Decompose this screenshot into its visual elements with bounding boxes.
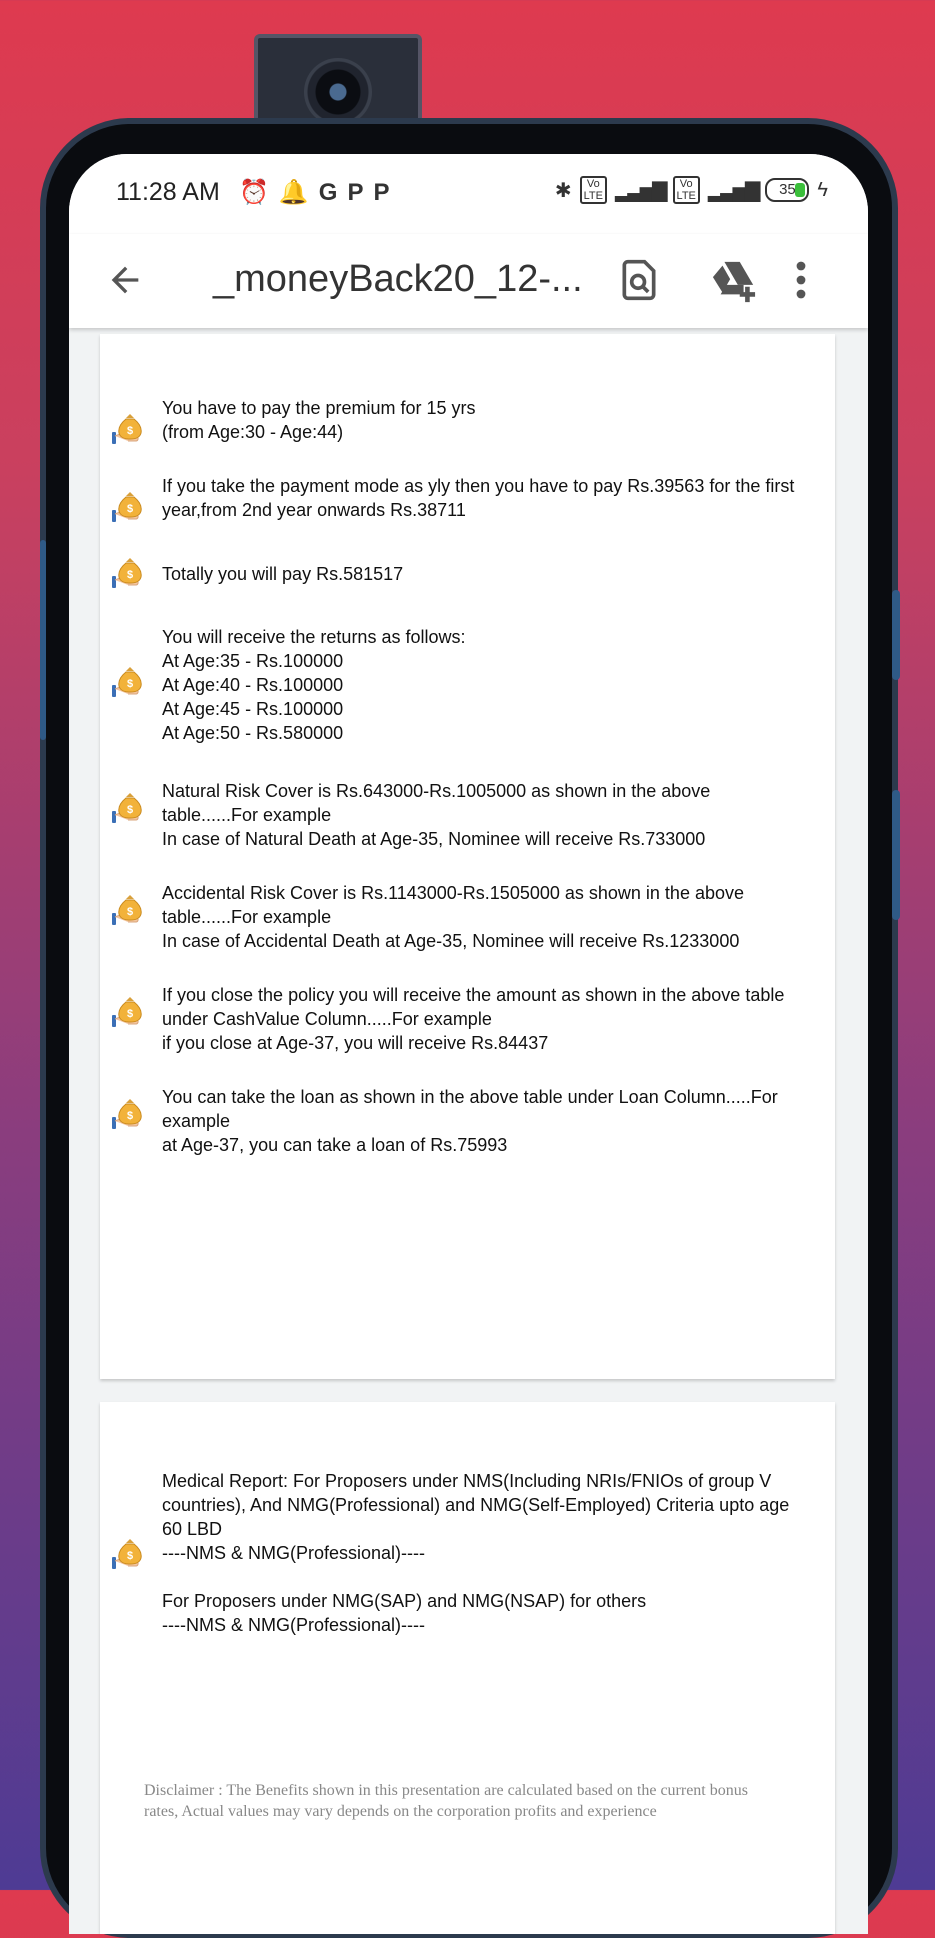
notification-icons: [239, 178, 399, 207]
money-bag-icon: [110, 889, 150, 929]
p-icon: P: [373, 179, 400, 206]
svg-text:$: $: [126, 1110, 134, 1122]
money-bag-icon: [110, 552, 150, 592]
svg-text:$: $: [126, 678, 134, 690]
side-button: [40, 540, 46, 740]
svg-text:$: $: [126, 804, 134, 816]
money-bag-icon: [110, 787, 150, 827]
svg-text:$: $: [126, 569, 134, 581]
bell-icon: 🔔: [278, 179, 319, 206]
svg-text:$: $: [126, 1008, 134, 1020]
svg-text:$: $: [126, 906, 134, 918]
system-icons: [555, 176, 828, 204]
money-bag-icon: [110, 1533, 150, 1573]
more-vert-icon: [793, 260, 809, 300]
money-bag-icon: [110, 1093, 150, 1133]
item-text: Totally you will pay Rs.581517: [162, 564, 404, 584]
item-text: Accidental Risk Cover is Rs.1143000-Rs.1505000 as shown in the above table......For example In case of Accidental Death at Age-35, Nominee will receive Rs.1233000: [162, 883, 744, 951]
signal-icon: ▂▃▅▇: [614, 179, 665, 202]
screen: [69, 154, 868, 1934]
document-page-2: [100, 1402, 835, 1934]
svg-text:$: $: [126, 503, 134, 515]
add-to-drive-icon: [709, 258, 759, 304]
item-text: Natural Risk Cover is Rs.643000-Rs.1005000 as shown in the above table......For example In case of Natural Death at Age-35, Nominee will receive Rs.733000: [162, 781, 711, 849]
volte-tag: Vo LTE: [580, 176, 607, 204]
alarm-icon: ⏰: [239, 179, 279, 206]
item-text: You will receive the returns as follows: At Age:35 - Rs.100000 At Age:40 - Rs.100000 At Age:45 - Rs.100000 At Age:50 - Rs.580000: [162, 627, 466, 743]
arrow-left-icon: [105, 260, 145, 300]
battery-level: 35: [779, 181, 796, 198]
add-to-drive-button[interactable]: [709, 258, 759, 309]
money-bag-icon: [110, 486, 150, 526]
item-text: You can take the loan as shown in the above table under Loan Column.....For example at Age-37, you can take a loan of Rs.75993: [162, 1087, 778, 1155]
volte-tag: Vo LTE: [673, 176, 700, 204]
find-in-page-icon: [617, 258, 661, 302]
status-bar: [69, 154, 868, 234]
medical-report-text: Medical Report: For Proposers under NMS(Including NRIs/FNIOs of group V countries), And NMG(Professional) and NMG(Self-Employed) Criteria upto age 60 LBD ----NMS & NMG(Professional)---- For Proposers under NMG(SAP) and NMG(NSAP) for others ----NMS & NMG(Professional)----: [162, 1471, 790, 1635]
find-in-page-button[interactable]: [617, 258, 661, 307]
item-text: You have to pay the premium for 15 yrs (from Age:30 - Age:44): [162, 398, 476, 442]
money-bag-icon: [110, 661, 150, 701]
svg-text:$: $: [126, 1550, 134, 1562]
battery-icon: [765, 178, 809, 202]
charging-icon: ϟ: [817, 178, 828, 201]
money-bag-icon: [110, 991, 150, 1031]
camera-lens-icon: [304, 58, 372, 126]
document-page-1: [100, 334, 835, 1379]
signal-icon: ▂▃▅▇: [707, 179, 758, 202]
document-title: _moneyBack20_12-...: [213, 258, 583, 300]
p-icon: P: [347, 179, 374, 206]
item-text: If you close the policy you will receive the amount as shown in the above table under CashValue Column.....For example if you close at Age-37, you will receive Rs.84437: [162, 985, 785, 1053]
svg-text:$: $: [126, 425, 134, 437]
item-text: If you take the payment mode as yly then you have to pay Rs.39563 for the first year,from 2nd year onwards Rs.38711: [162, 476, 795, 520]
status-time: 11:28 AM: [116, 178, 220, 206]
more-options-button[interactable]: [793, 260, 809, 305]
google-icon: G: [318, 179, 348, 206]
money-bag-icon: [110, 408, 150, 448]
side-button: [892, 590, 900, 680]
bluetooth-icon: ✱: [554, 179, 572, 202]
back-button[interactable]: [105, 260, 145, 307]
disclaimer-text: Disclaimer : The Benefits shown in this presentation are calculated based on the current bonus rates, Actual values may vary depends on the corporation profits and experience: [144, 1782, 748, 1820]
app-bar: [69, 234, 868, 328]
side-button: [892, 790, 900, 920]
